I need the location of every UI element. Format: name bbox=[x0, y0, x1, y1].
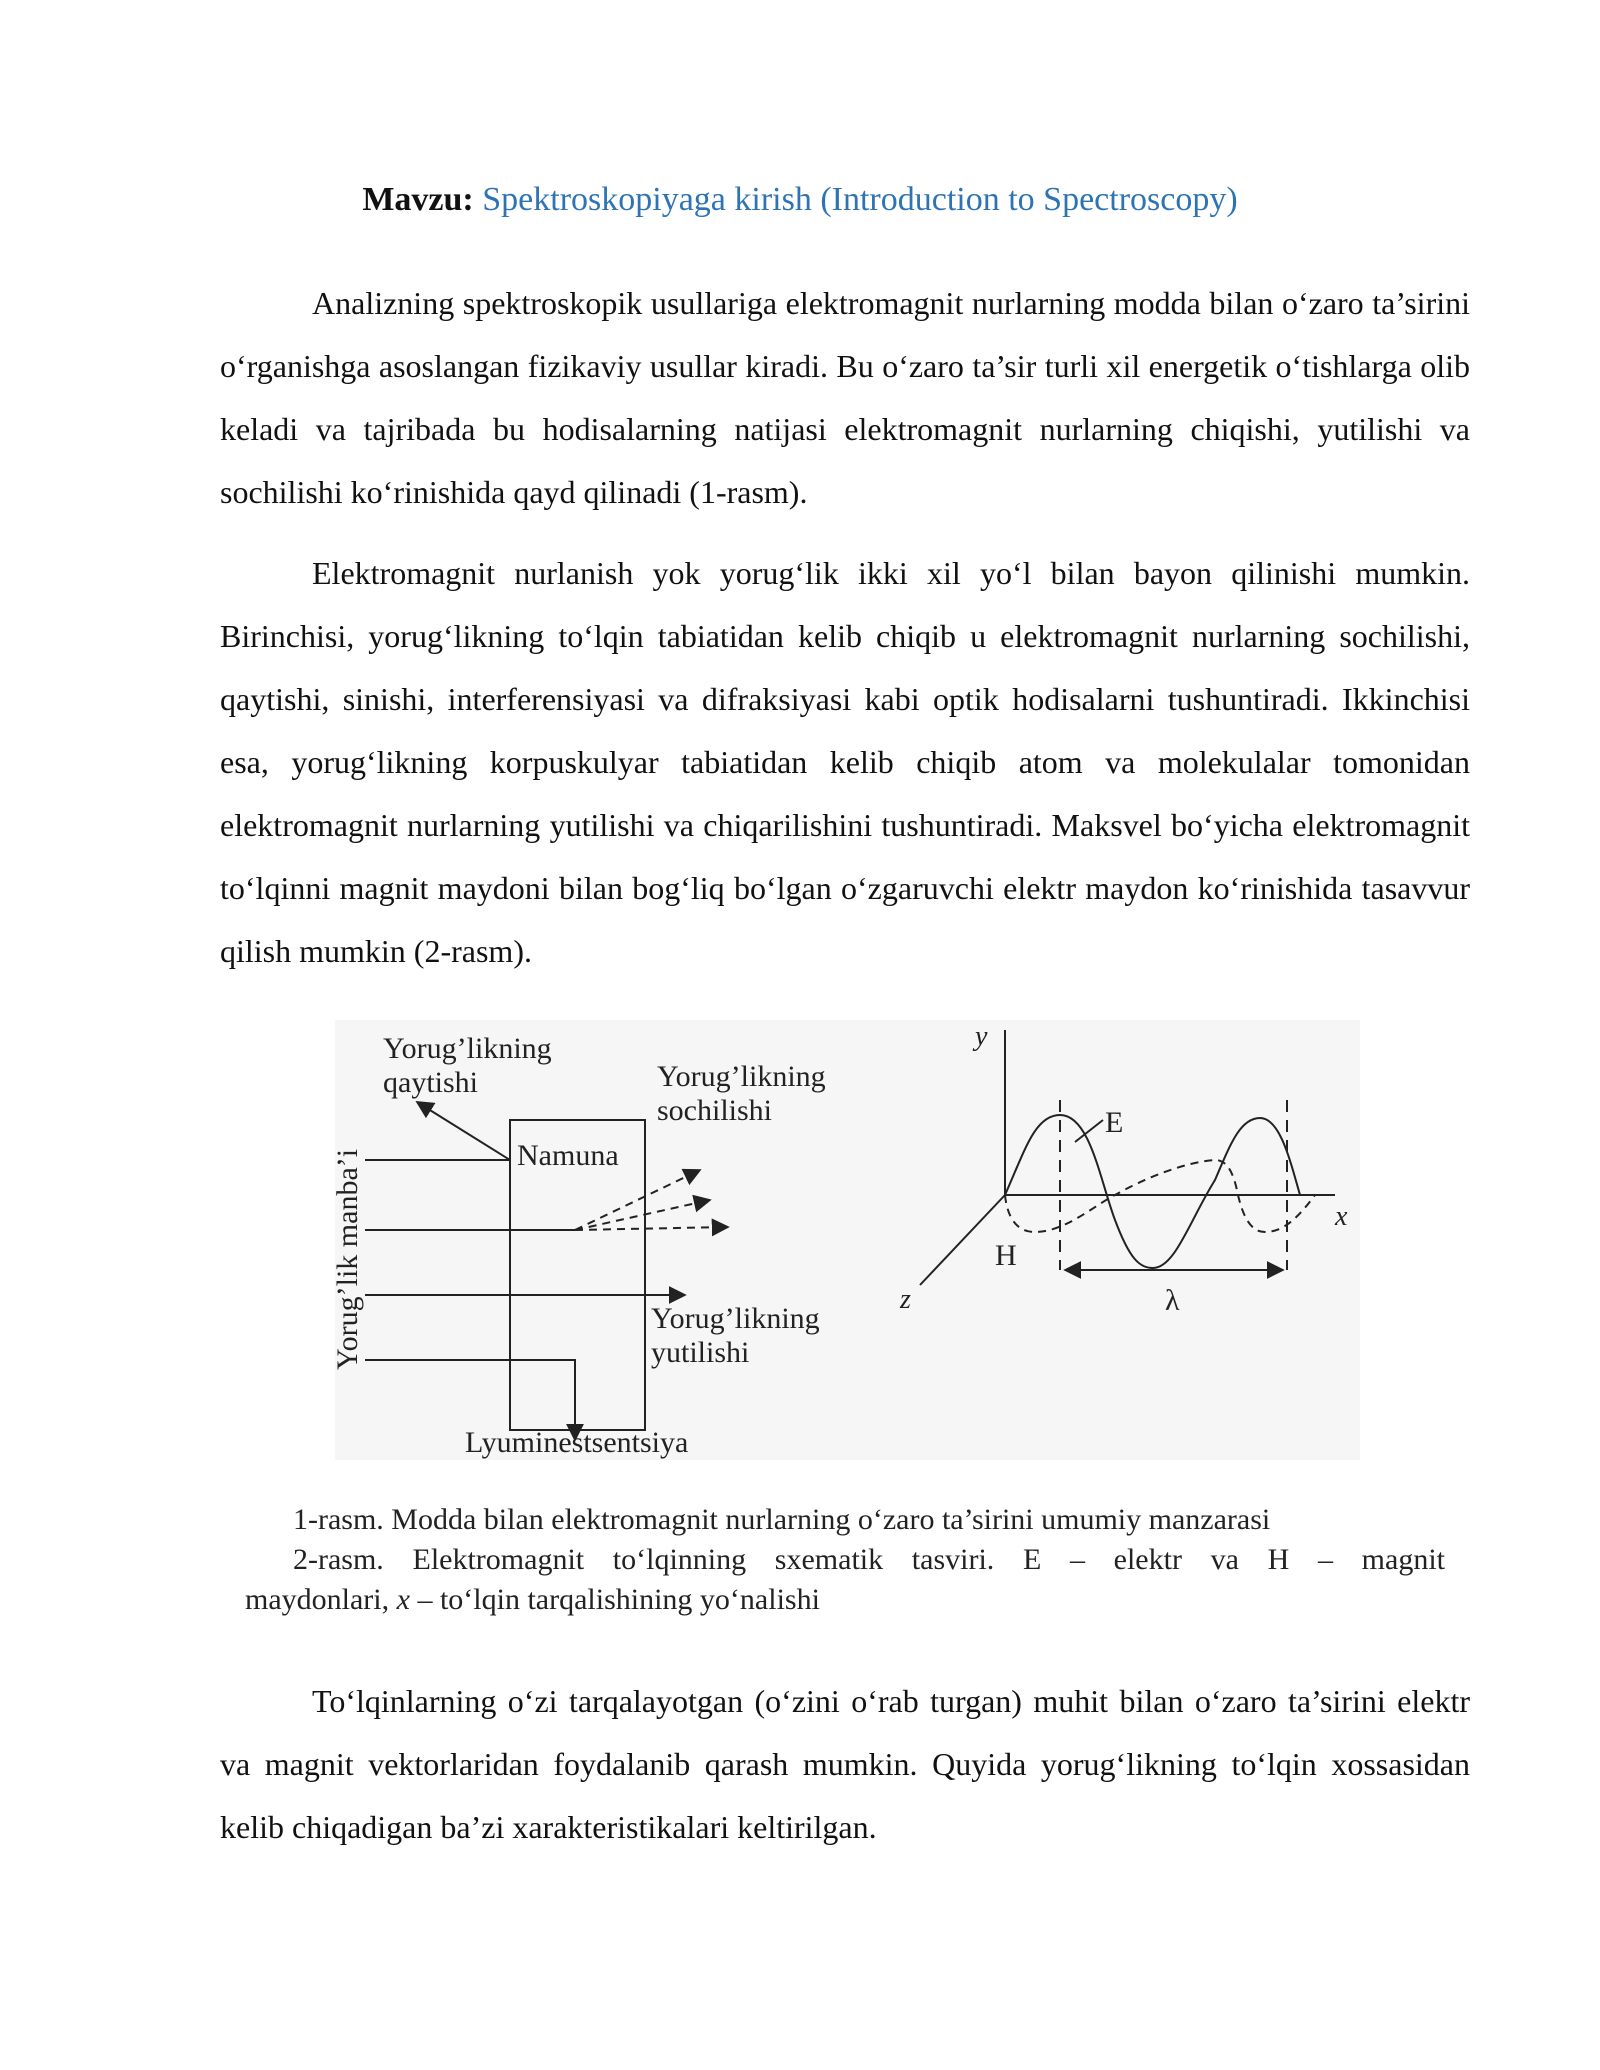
electric-field-label: E bbox=[1105, 1106, 1124, 1139]
z-axis-label: z bbox=[900, 1284, 911, 1315]
x-axis-label: x bbox=[1335, 1201, 1348, 1232]
caption-1: 1-rasm. Modda bilan elektromagnit nurlarning o‘zaro ta’sirini umumiy manzarasi bbox=[293, 1503, 1271, 1536]
figure-image bbox=[331, 1020, 1360, 1460]
magnetic-field-label: H bbox=[995, 1239, 1017, 1272]
page-title bbox=[0, 178, 1600, 222]
paragraph-1: Analizning spektroskopik usullariga elektromagnit nurlarning modda bilan o‘zaro ta’sirini o‘rganishga asoslangan fizikaviy usullar kiradi. Bu o‘zaro ta’sir turli xil energetik o‘tishlarga olib keladi va tajribada bu hodisalarning natijasi elektromagnit nurlarning chiqishi, yutilishi va sochilishi ko‘rinishida qayd qilinadi (1-rasm). bbox=[220, 285, 1470, 510]
reflection-label-1: Yorug’likning bbox=[383, 1032, 552, 1065]
caption-3-var: x bbox=[396, 1583, 410, 1616]
title-text: Spektroskopiyaga kirish (Introduction to Spectroscopy) bbox=[482, 181, 1238, 218]
figure-captions bbox=[245, 1500, 1445, 1620]
y-axis-label: y bbox=[975, 1021, 988, 1052]
caption-2: 2-rasm. Elektromagnit to‘lqinning sxematik tasviri. E – elektr va H – magnit bbox=[293, 1543, 1445, 1576]
luminescence-label: Lyuminestsentsiya bbox=[465, 1426, 689, 1459]
sample-label: Namuna bbox=[517, 1139, 619, 1172]
scattering-label-1: Yorug’likning bbox=[657, 1060, 826, 1093]
reflection-label-2: qaytishi bbox=[383, 1066, 478, 1099]
absorption-label-2: yutilishi bbox=[651, 1336, 750, 1369]
source-label: Yorug’lik manba’i bbox=[331, 1148, 364, 1370]
wavelength-label: λ bbox=[1165, 1284, 1180, 1317]
caption-3-post: – to‘lqin tarqalishining yo‘nalishi bbox=[409, 1583, 820, 1616]
absorption-label-1: Yorug’likning bbox=[651, 1302, 820, 1335]
paragraph-2: Elektromagnit nurlanish yok yorug‘lik ikki xil yo‘l bilan bayon qilinishi mumkin. Birinchisi, yorug‘likning to‘lqin tabiatidan kelib chiqib u elektromagnit nurlarning sochilishi, qaytishi, sinishi, interferensiyasi va difraksiyasi kabi optik hodisalarni tushuntiradi. Ikkinchisi esa, yorug‘likning korpuskulyar tabiatidan kelib chiqib atom va molekulalar tomonidan elektromagnit nurlarning yutilishi va chiqarilishini tushuntiradi. Maksvel bo‘yicha elektromagnit to‘lqinni magnit maydoni bilan bog‘liq bo‘lgan o‘zgaruvchi elektr maydon ko‘rinishida tasavvur qilish mumkin (2-rasm). bbox=[220, 555, 1470, 969]
caption-2-continued bbox=[245, 1580, 1445, 1620]
paragraph-3: To‘lqinlarning o‘zi tarqalayotgan (o‘zini o‘rab turgan) muhit bilan o‘zaro ta’sirini elektr va magnit vektorlaridan foydalanib qarash mumkin. Quyida yorug‘likning to‘lqin xossasidan kelib chiqadigan ba’zi xarakteristikalari keltirilgan. bbox=[220, 1683, 1470, 1845]
title-label: Mavzu: bbox=[362, 181, 474, 218]
caption-3-pre: maydonlari, bbox=[245, 1583, 397, 1616]
scattering-label-2: sochilishi bbox=[657, 1094, 773, 1127]
